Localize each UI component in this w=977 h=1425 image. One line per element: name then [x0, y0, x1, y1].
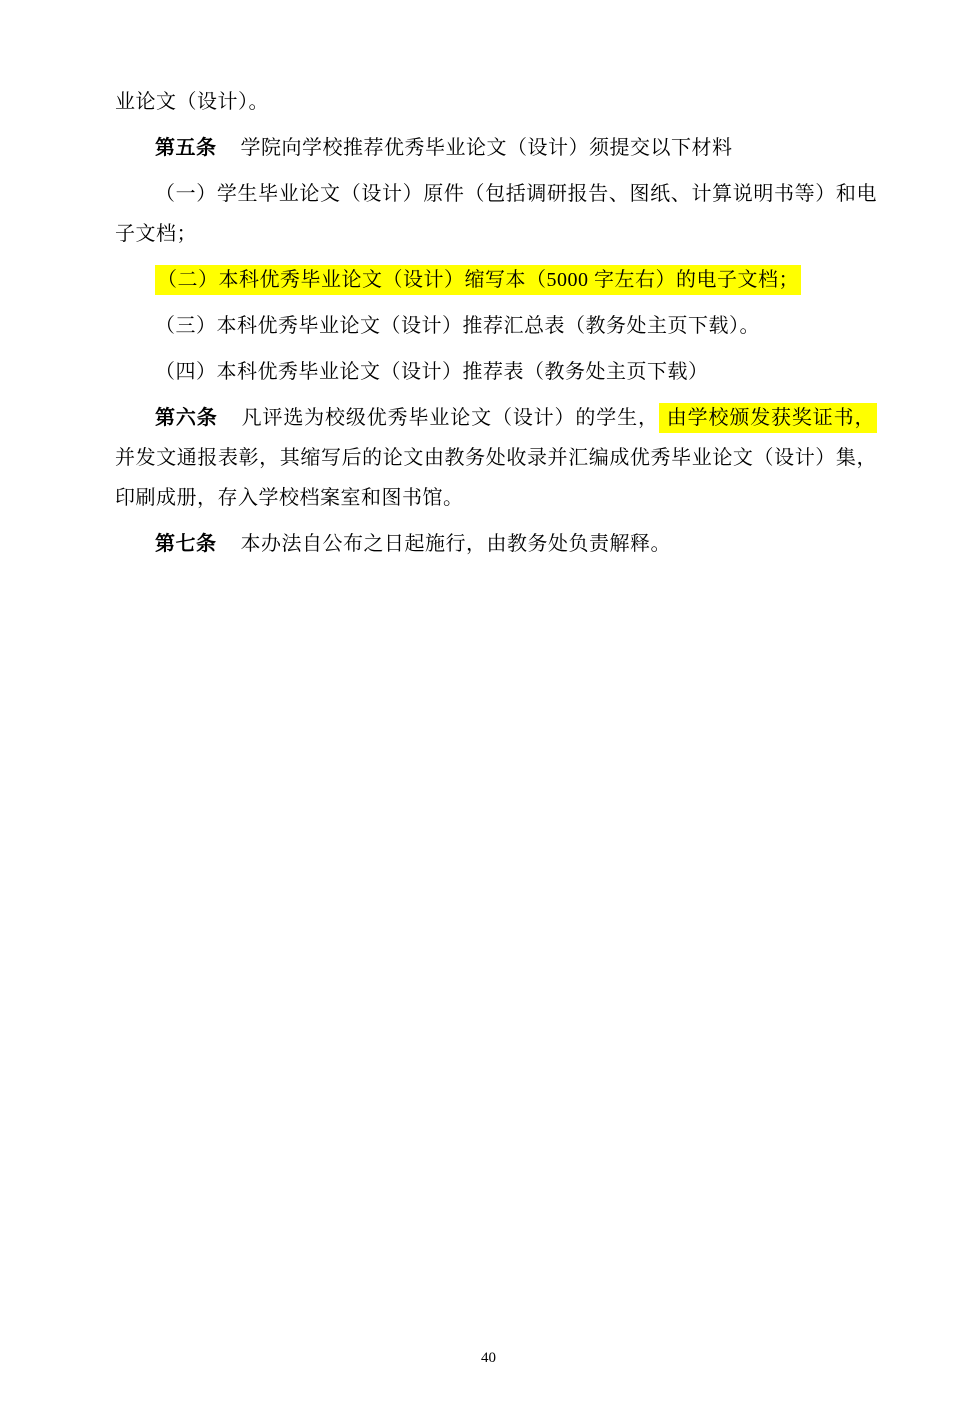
article-6-text-before-highlight: 凡评选为校级优秀毕业论文（设计）的学生， [241, 407, 659, 429]
paragraph-item-2 [115, 260, 877, 300]
paragraph-item-4 [115, 352, 877, 392]
paragraph-article-6 [115, 398, 877, 518]
paragraph-text: 业论文（设计）。 [115, 91, 269, 113]
document-body [115, 82, 877, 570]
paragraph-article-7 [115, 524, 877, 564]
article-5-label: 第五条 [155, 137, 217, 159]
paragraph-item-3 [115, 306, 877, 346]
article-6-label: 第六条 [155, 407, 218, 429]
page-number: 40 [481, 1350, 496, 1366]
article-6-highlighted-text: 由学校颁发获奖证书， [659, 403, 877, 433]
paragraph-item-1 [115, 174, 877, 254]
item-4-text: （四）本科优秀毕业论文（设计）推荐表（教务处主页下载） [155, 361, 709, 383]
paragraph-continuation [115, 82, 877, 122]
article-7-text: 本办法自公布之日起施行，由教务处负责解释。 [240, 533, 671, 555]
article-6-text-after-highlight: 并发文通报表彰，其缩写后的论文由教务处收录并汇编成优秀毕业论文（设计）集，印刷成册，存入学校档案室和图书馆。 [115, 447, 877, 509]
paragraph-article-5 [115, 128, 877, 168]
item-2-highlighted-text: （二）本科优秀毕业论文（设计）缩写本（5000 字左右）的电子文档； [155, 265, 801, 295]
article-5-text: 学院向学校推荐优秀毕业论文（设计）须提交以下材料 [240, 137, 733, 159]
item-1-text: （一）学生毕业论文（设计）原件（包括调研报告、图纸、计算说明书等）和电子文档； [115, 183, 877, 245]
item-3-text: （三）本科优秀毕业论文（设计）推荐汇总表（教务处主页下载）。 [155, 315, 760, 337]
page-footer [0, 1348, 977, 1368]
article-7-label: 第七条 [155, 533, 217, 555]
